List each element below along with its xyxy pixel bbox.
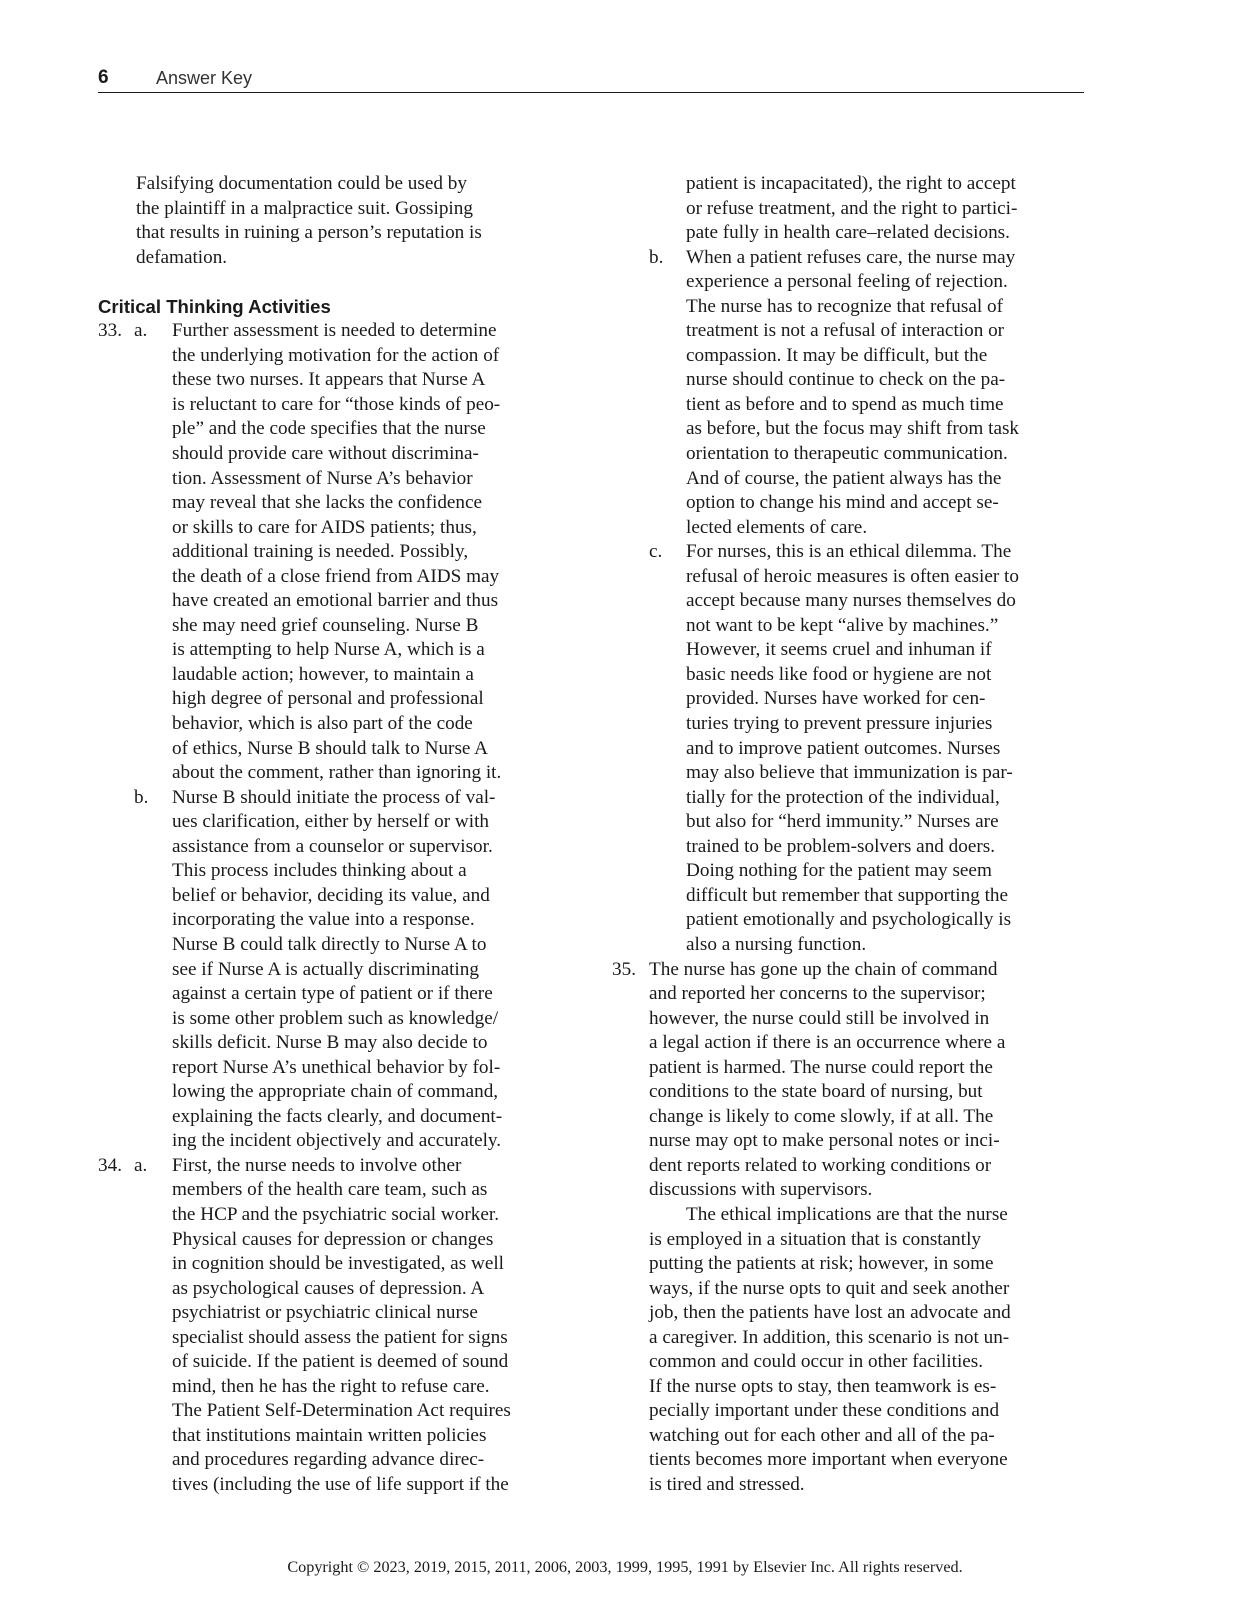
text-line: Physical causes for depression or changes <box>172 1228 494 1250</box>
text-line: mind, then he has the right to refuse care. <box>172 1375 490 1397</box>
text-line: belief or behavior, deciding its value, and <box>172 884 490 906</box>
text-line: difficult but remember that supporting the <box>686 884 1009 906</box>
text-line: the death of a close friend from AIDS may <box>172 565 500 587</box>
text-line: Falsifying documentation could be used by <box>136 173 467 194</box>
text-line: is employed in a situation that is constantly <box>649 1228 982 1250</box>
text-line: as before, but the focus may shift from task <box>686 418 1020 440</box>
text-line: tion. Assessment of Nurse A’s behavior <box>172 467 473 489</box>
text-line: tients becomes more important when everyone <box>649 1449 1008 1471</box>
item-letter: c. <box>649 541 663 563</box>
item-letter: b. <box>649 246 664 268</box>
answer-text <box>98 319 568 785</box>
left-column <box>98 172 568 1498</box>
text-line: may also believe that immunization is par- <box>686 762 1013 784</box>
text-line: these two nurses. It appears that Nurse A <box>172 369 486 391</box>
text-line: the HCP and the psychiatric social worker. <box>172 1203 499 1225</box>
continued-paragraph <box>98 172 568 270</box>
text-line: she may need grief counseling. Nurse B <box>172 614 479 636</box>
text-line: ues clarification, either by herself or with <box>172 811 490 833</box>
text-line: The ethical implications are that the nurse <box>686 1203 1008 1225</box>
text-line: report Nurse A’s unethical behavior by fol- <box>172 1056 501 1078</box>
text-line: explaining the facts clearly, and document- <box>172 1105 503 1127</box>
text-line: or skills to care for AIDS patients; thus, <box>172 516 477 538</box>
text-line: defamation. <box>136 246 228 268</box>
text-line: a legal action if there is an occurrence where a <box>649 1032 1006 1054</box>
text-line: When a patient refuses care, the nurse may <box>686 246 1016 268</box>
text-line: in cognition should be investigated, as well <box>172 1253 504 1275</box>
right-column <box>612 172 1084 1498</box>
text-line: about the comment, rather than ignoring it. <box>172 762 502 784</box>
text-line: as psychological causes of depression. A <box>172 1277 485 1299</box>
text-line: For nurses, this is an ethical dilemma. The <box>686 541 1012 563</box>
question-34a-continued <box>612 172 1084 246</box>
text-line: nurse may opt to make personal notes or inci- <box>649 1130 1000 1152</box>
question-33b <box>98 786 568 1154</box>
text-line: trained to be problem-solvers and doers. <box>686 835 996 857</box>
text-line: The nurse has gone up the chain of command <box>649 958 998 980</box>
text-line: provided. Nurses have worked for cen- <box>686 688 986 710</box>
text-line: option to change his mind and accept se- <box>686 492 999 514</box>
text-line: turies trying to prevent pressure injuries <box>686 713 993 735</box>
text-line: tially for the protection of the individual, <box>686 786 1000 808</box>
text-line: patient emotionally and psychologically is <box>686 909 1012 931</box>
text-line: dent reports related to working conditions or <box>649 1154 992 1176</box>
answer-text <box>98 786 568 1154</box>
text-line: that institutions maintain written policies <box>172 1424 487 1446</box>
question-34c <box>649 540 1084 957</box>
text-line: but also for “herd immunity.” Nurses are <box>686 811 999 833</box>
answer-paragraph-2 <box>612 1203 1084 1498</box>
text-line: not want to be kept “alive by machines.” <box>686 614 999 636</box>
text-line: have created an emotional barrier and thus <box>172 590 499 612</box>
answer-text <box>649 540 1084 957</box>
text-line: nurse should continue to check on the pa- <box>686 369 1006 391</box>
text-line: and reported her concerns to the supervisor; <box>649 983 986 1005</box>
section-title: Critical Thinking Activities <box>98 295 331 317</box>
copyright-footer: Copyright © 2023, 2019, 2015, 2011, 2006, 2003, 1999, 1995, 1991 by Elsevier Inc. All rights reserved. <box>287 1558 963 1576</box>
text-line: tient as before and to spend as much time <box>686 393 1004 415</box>
text-line: of suicide. If the patient is deemed of sound <box>172 1351 509 1373</box>
question-33a <box>98 319 568 785</box>
text-line: experience a personal feeling of rejection. <box>686 271 1008 293</box>
question-34b <box>649 246 1084 541</box>
text-line: behavior, which is also part of the code <box>172 713 473 735</box>
text-line: Nurse B could talk directly to Nurse A to <box>172 933 487 955</box>
text-line: that results in ruining a person’s reputation is <box>136 222 482 244</box>
text-line: The nurse has to recognize that refusal of <box>686 295 1003 317</box>
text-line: ing the incident objectively and accurately. <box>172 1130 502 1152</box>
question-35 <box>612 958 1084 1498</box>
text-line: orientation to therapeutic communication. <box>686 443 1008 465</box>
text-line: The Patient Self-Determination Act requires <box>172 1400 511 1422</box>
text-line: assistance from a counselor or supervisor. <box>172 835 493 857</box>
text-line: This process includes thinking about a <box>172 860 467 882</box>
text-line: treatment is not a refusal of interaction or <box>686 320 1005 342</box>
running-head: Answer Key <box>156 68 253 88</box>
text-line: a caregiver. In addition, this scenario is not un- <box>649 1326 1010 1348</box>
page-number: 6 <box>98 67 109 88</box>
page-header <box>98 64 1084 93</box>
text-line: Doing nothing for the patient may seem <box>686 860 992 882</box>
question-number: 33. <box>98 320 122 342</box>
text-line: additional training is needed. Possibly, <box>172 541 469 563</box>
item-letter: b. <box>134 786 149 808</box>
text-line: laudable action; however, to maintain a <box>172 663 474 685</box>
text-line: discussions with supervisors. <box>649 1179 873 1201</box>
text-line: common and could occur in other facilities. <box>649 1351 984 1373</box>
text-line: the underlying motivation for the action of <box>172 344 500 366</box>
text-line: If the nurse opts to stay, then teamwork is es- <box>649 1375 997 1397</box>
text-line: watching out for each other and all of the pa- <box>649 1424 995 1446</box>
answer-text <box>98 1154 568 1498</box>
text-line: Nurse B should initiate the process of val- <box>172 786 496 808</box>
text-line: the plaintiff in a malpractice suit. Gossiping <box>136 197 473 219</box>
text-line: is some other problem such as knowledge/ <box>172 1007 499 1029</box>
text-line: However, it seems cruel and inhuman if <box>686 639 992 661</box>
answer-text <box>649 246 1084 541</box>
text-line: and procedures regarding advance direc- <box>172 1449 485 1471</box>
text-line: job, then the patients have lost an advocate and <box>649 1302 1011 1324</box>
text-line: lowing the appropriate chain of command, <box>172 1081 499 1103</box>
text-line: may reveal that she lacks the confidence <box>172 492 483 514</box>
text-line: see if Nurse A is actually discriminating <box>172 958 479 980</box>
text-line: lected elements of care. <box>686 516 868 538</box>
text-line: and to improve patient outcomes. Nurses <box>686 737 1001 759</box>
text-line: however, the nurse could still be involved in <box>649 1007 990 1029</box>
text-line: or refuse treatment, and the right to partici- <box>686 197 1018 219</box>
text-line: refusal of heroic measures is often easier to <box>686 565 1019 587</box>
answer-text <box>612 958 1084 1203</box>
text-line: specialist should assess the patient for signs <box>172 1326 508 1348</box>
text-line: And of course, the patient always has the <box>686 467 1002 489</box>
text-line: psychiatrist or psychiatric clinical nurse <box>172 1302 478 1324</box>
text-line: ple” and the code specifies that the nurse <box>172 418 486 440</box>
text-line: patient is incapacitated), the right to accept <box>686 173 1016 194</box>
text-line: change is likely to come slowly, if at all. The <box>649 1105 994 1127</box>
text-line: First, the nurse needs to involve other <box>172 1154 462 1176</box>
item-letter: a. <box>134 320 148 342</box>
item-letter: a. <box>134 1154 148 1176</box>
question-number: 35. <box>612 958 636 980</box>
text-line: compassion. It may be difficult, but the <box>686 344 988 366</box>
text-line: is attempting to help Nurse A, which is a <box>172 639 485 661</box>
text-line: members of the health care team, such as <box>172 1179 488 1201</box>
text-line: Further assessment is needed to determine <box>172 320 497 342</box>
question-34a <box>98 1154 568 1498</box>
text-line: pecially important under these conditions and <box>649 1400 1000 1422</box>
text-line: also a nursing function. <box>686 933 867 955</box>
text-line: against a certain type of patient or if there <box>172 983 493 1005</box>
text-line: accept because many nurses themselves do <box>686 590 1016 612</box>
text-line: pate fully in health care–related decisions. <box>686 222 1010 244</box>
text-line: should provide care without discrimina- <box>172 443 479 465</box>
text-line: is tired and stressed. <box>649 1473 805 1495</box>
text-line: tives (including the use of life support if the <box>172 1473 509 1495</box>
text-line: of ethics, Nurse B should talk to Nurse A <box>172 737 489 759</box>
question-number: 34. <box>98 1154 122 1176</box>
text-line: putting the patients at risk; however, in some <box>649 1253 994 1275</box>
text-line: is reluctant to care for “those kinds of peo- <box>172 393 501 415</box>
text-line: patient is harmed. The nurse could report the <box>649 1056 993 1078</box>
text-line: ways, if the nurse opts to quit and seek another <box>649 1277 1010 1299</box>
text-line: skills deficit. Nurse B may also decide to <box>172 1032 488 1054</box>
text-line: incorporating the value into a response. <box>172 909 475 931</box>
text-line: high degree of personal and professional <box>172 688 484 710</box>
text-line: basic needs like food or hygiene are not <box>686 663 992 685</box>
text-line: conditions to the state board of nursing, but <box>649 1081 983 1103</box>
